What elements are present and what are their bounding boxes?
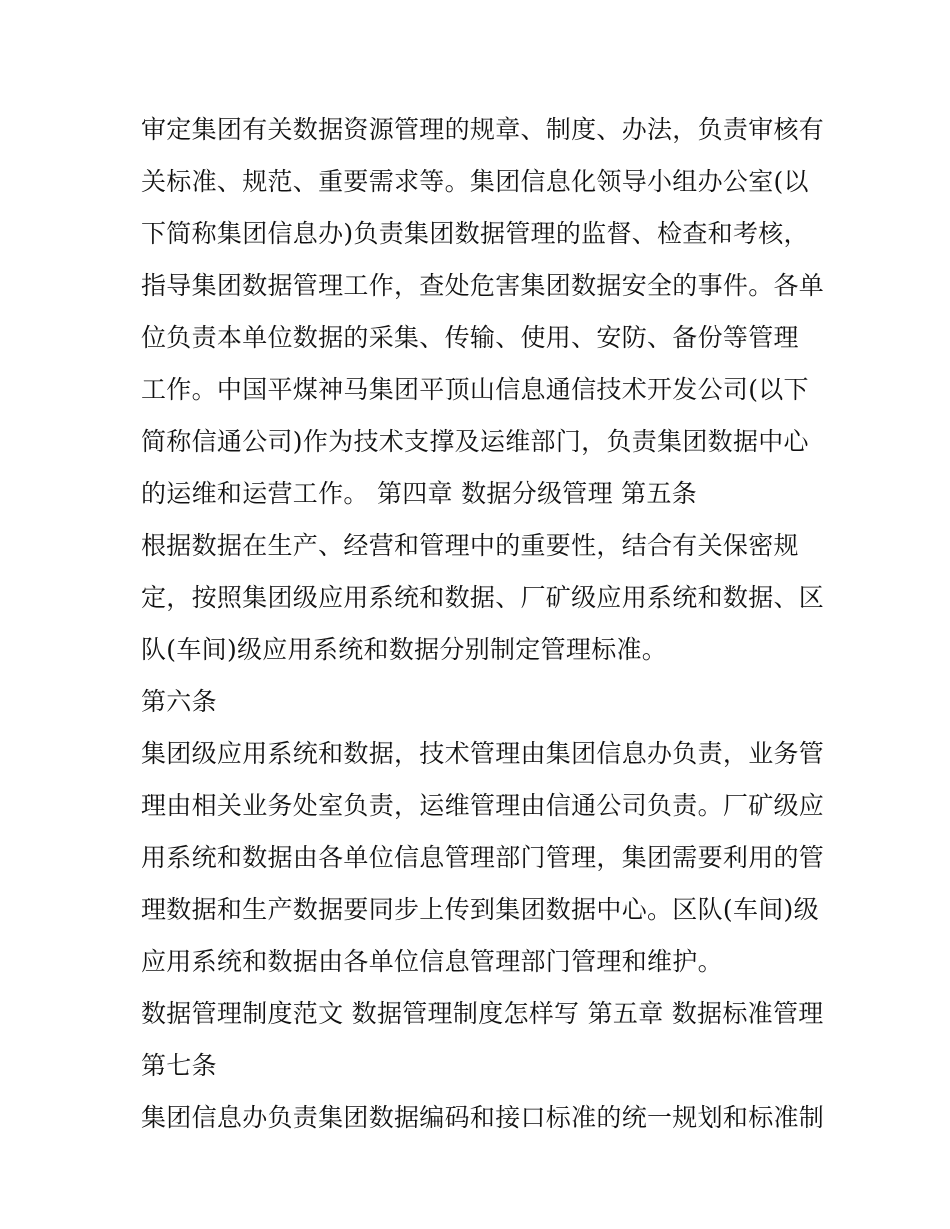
text-line: 关标准、规范、重要需求等。集团信息化领导小组办公室(以	[141, 167, 809, 196]
text-line: 理由相关业务处室负责，运维管理由信通公司负责。厂矿级应	[141, 791, 825, 820]
text-line: 工作。中国平煤神马集团平顶山信息通信技术开发公司(以下	[141, 375, 809, 404]
text-line: 队(车间)级应用系统和数据分别制定管理标准。	[141, 635, 668, 664]
chapter-heading: 数据管理制度范文 数据管理制度怎样写 第五章 数据标准管理	[141, 999, 824, 1028]
text-line: 集团级应用系统和数据，技术管理由集团信息办负责，业务管	[141, 739, 825, 768]
text-line: 集团信息办负责集团数据编码和接口标准的统一规划和标准制	[141, 1103, 825, 1132]
text-line: 简称信通公司)作为技术支撑及运维部门，负责集团数据中心	[141, 427, 809, 456]
article-heading: 第六条	[141, 687, 217, 716]
text-line: 理数据和生产数据要同步上传到集团数据中心。区队(车间)级	[141, 895, 819, 924]
text-line: 定，按照集团级应用系统和数据、厂矿级应用系统和数据、区	[141, 583, 825, 612]
text-line: 下简称集团信息办)负责集团数据管理的监督、检查和考核，	[141, 219, 809, 248]
text-line: 审定集团有关数据资源管理的规章、制度、办法，负责审核有	[141, 115, 825, 144]
text-line: 指导集团数据管理工作，查处危害集团数据安全的事件。各单	[141, 271, 825, 300]
text-line: 的运维和运营工作。 第四章 数据分级管理 第五条	[141, 479, 698, 508]
article-heading: 第七条	[141, 1051, 217, 1080]
text-line: 用系统和数据由各单位信息管理部门管理，集团需要利用的管	[141, 843, 825, 872]
text-line: 根据数据在生产、经营和管理中的重要性，结合有关保密规	[141, 531, 799, 560]
document-body	[141, 104, 825, 1144]
text-line: 应用系统和数据由各单位信息管理部门管理和维护。	[141, 947, 723, 976]
text-line: 位负责本单位数据的采集、传输、使用、安防、备份等管理	[141, 323, 799, 352]
